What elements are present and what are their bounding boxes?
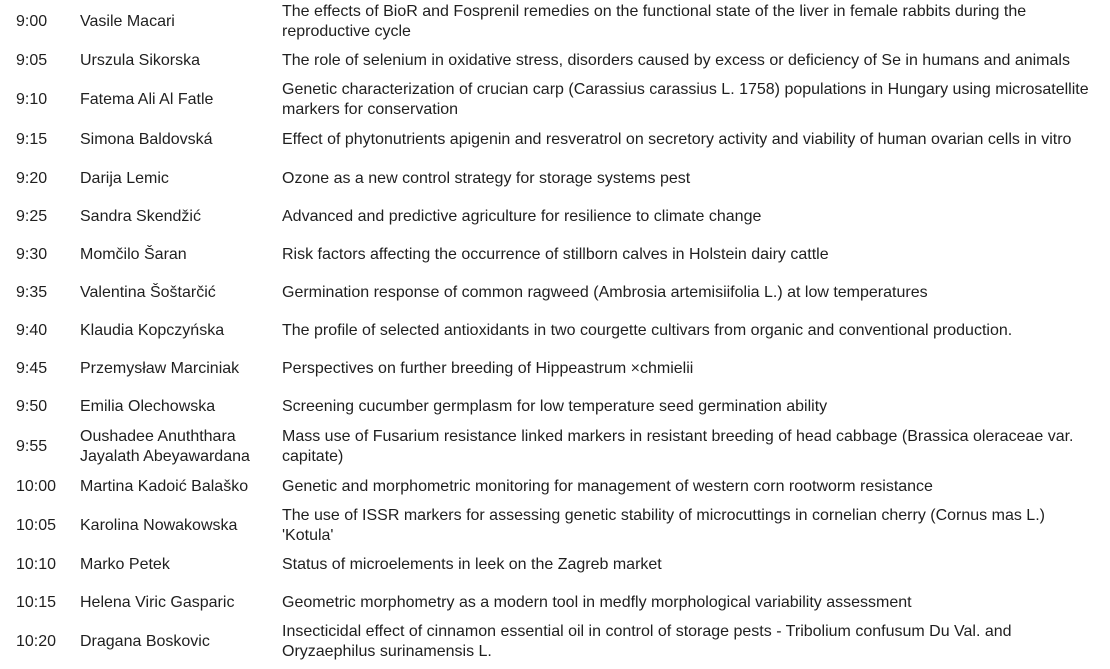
presenter-cell: Vasile Macari [80,13,175,30]
time-cell: 10:20 [16,633,57,650]
time-cell: 10:05 [16,517,57,534]
schedule-row [0,622,1110,662]
time-cell: 9:30 [16,246,48,263]
schedule-row [0,584,1110,622]
time-cell: 10:00 [16,478,57,495]
schedule-row [0,2,1110,42]
time-cell: 9:50 [16,398,48,415]
presenter-cell: Klaudia Kopczyńska [80,322,225,339]
time-cell: 10:15 [16,594,57,611]
time-cell: 9:55 [16,438,48,455]
schedule-row [0,42,1110,80]
time-cell: 9:05 [16,52,48,69]
time-cell: 9:45 [16,360,48,377]
talk-title-cell: The role of selenium in oxidative stress, disorders caused by excess or deficiency of Se in humans and animals [282,52,1070,69]
time-cell: 9:35 [16,284,48,301]
presenter-cell: Marko Petek [80,556,170,573]
talk-title-cell: Genetic characterization of crucian carp (Carassius carassius L. 1758) populations in Hungary using microsatellite markers for conservation [282,81,1089,118]
schedule-row [0,160,1110,198]
presenter-cell: Oushadee Anuththara Jayalath Abeyawardana [80,428,250,465]
schedule-row [0,236,1110,274]
presenter-cell: Emilia Olechowska [80,398,216,415]
talk-title-cell: Germination response of common ragweed (Ambrosia artemisiifolia L.) at low temperatures [282,284,928,301]
time-cell: 9:25 [16,208,48,225]
presenter-cell: Fatema Ali Al Fatle [80,91,214,108]
talk-title-cell: Effect of phytonutrients apigenin and resveratrol on secretory activity and viability of human ovarian cells in vitro [282,131,1072,148]
time-cell: 9:15 [16,131,48,148]
talk-title-cell: Genetic and morphometric monitoring for management of western corn rootworm resistance [282,478,933,495]
presenter-cell: Darija Lemic [80,170,169,187]
talk-title-cell: The use of ISSR markers for assessing genetic stability of microcuttings in cornelian cherry (Cornus mas L.) 'Kotula' [282,507,1045,544]
schedule-row [0,350,1110,388]
schedule-row [0,274,1110,312]
time-cell: 9:00 [16,13,48,30]
schedule-row [0,546,1110,584]
talk-title-cell: Perspectives on further breeding of Hippeastrum ×chmielii [282,360,694,377]
schedule-row [0,388,1110,426]
presenter-cell: Momčilo Šaran [80,246,187,263]
time-cell: 9:40 [16,322,48,339]
schedule-row [0,120,1110,160]
talk-title-cell: Mass use of Fusarium resistance linked markers in resistant breeding of head cabbage (Brassica oleraceae var. capitate) [282,428,1074,465]
presenter-cell: Sandra Skendžić [80,208,201,225]
schedule-row [0,80,1110,120]
schedule-row [0,506,1110,546]
time-cell: 10:10 [16,556,57,573]
schedule-row [0,198,1110,236]
talk-title-cell: Screening cucumber germplasm for low temperature seed germination ability [282,398,828,415]
presenter-cell: Helena Viric Gasparic [80,594,235,611]
schedule-row [0,468,1110,506]
talk-title-cell: Status of microelements in leek on the Zagreb market [282,556,662,573]
talk-title-cell: Ozone as a new control strategy for storage systems pest [282,170,691,187]
talk-title-cell: The profile of selected antioxidants in two courgette cultivars from organic and conventional production. [282,322,1013,339]
presenter-cell: Dragana Boskovic [80,633,210,650]
presenter-cell: Valentina Šoštarčić [80,284,216,301]
talk-title-cell: Geometric morphometry as a modern tool in medfly morphological variability assessment [282,594,912,611]
time-cell: 9:20 [16,170,48,187]
talk-title-cell: Advanced and predictive agriculture for resilience to climate change [282,208,762,225]
schedule-row [0,426,1110,468]
presenter-cell: Simona Baldovská [80,131,213,148]
time-cell: 9:10 [16,91,48,108]
presenter-cell: Przemysław Marciniak [80,360,240,377]
presenter-cell: Martina Kadoić Balaško [80,478,249,495]
talk-title-cell: Insecticidal effect of cinnamon essential oil in control of storage pests - Tribolium confusum Du Val. and Oryzaephilus surinamensis L. [282,623,1012,660]
talk-title-cell: The effects of BioR and Fosprenil remedies on the functional state of the liver in female rabbits during the reproductive cycle [282,3,1027,40]
presenter-cell: Urszula Sikorska [80,52,201,69]
schedule-row [0,312,1110,350]
talk-title-cell: Risk factors affecting the occurrence of stillborn calves in Holstein dairy cattle [282,246,829,263]
presenter-cell: Karolina Nowakowska [80,517,238,534]
